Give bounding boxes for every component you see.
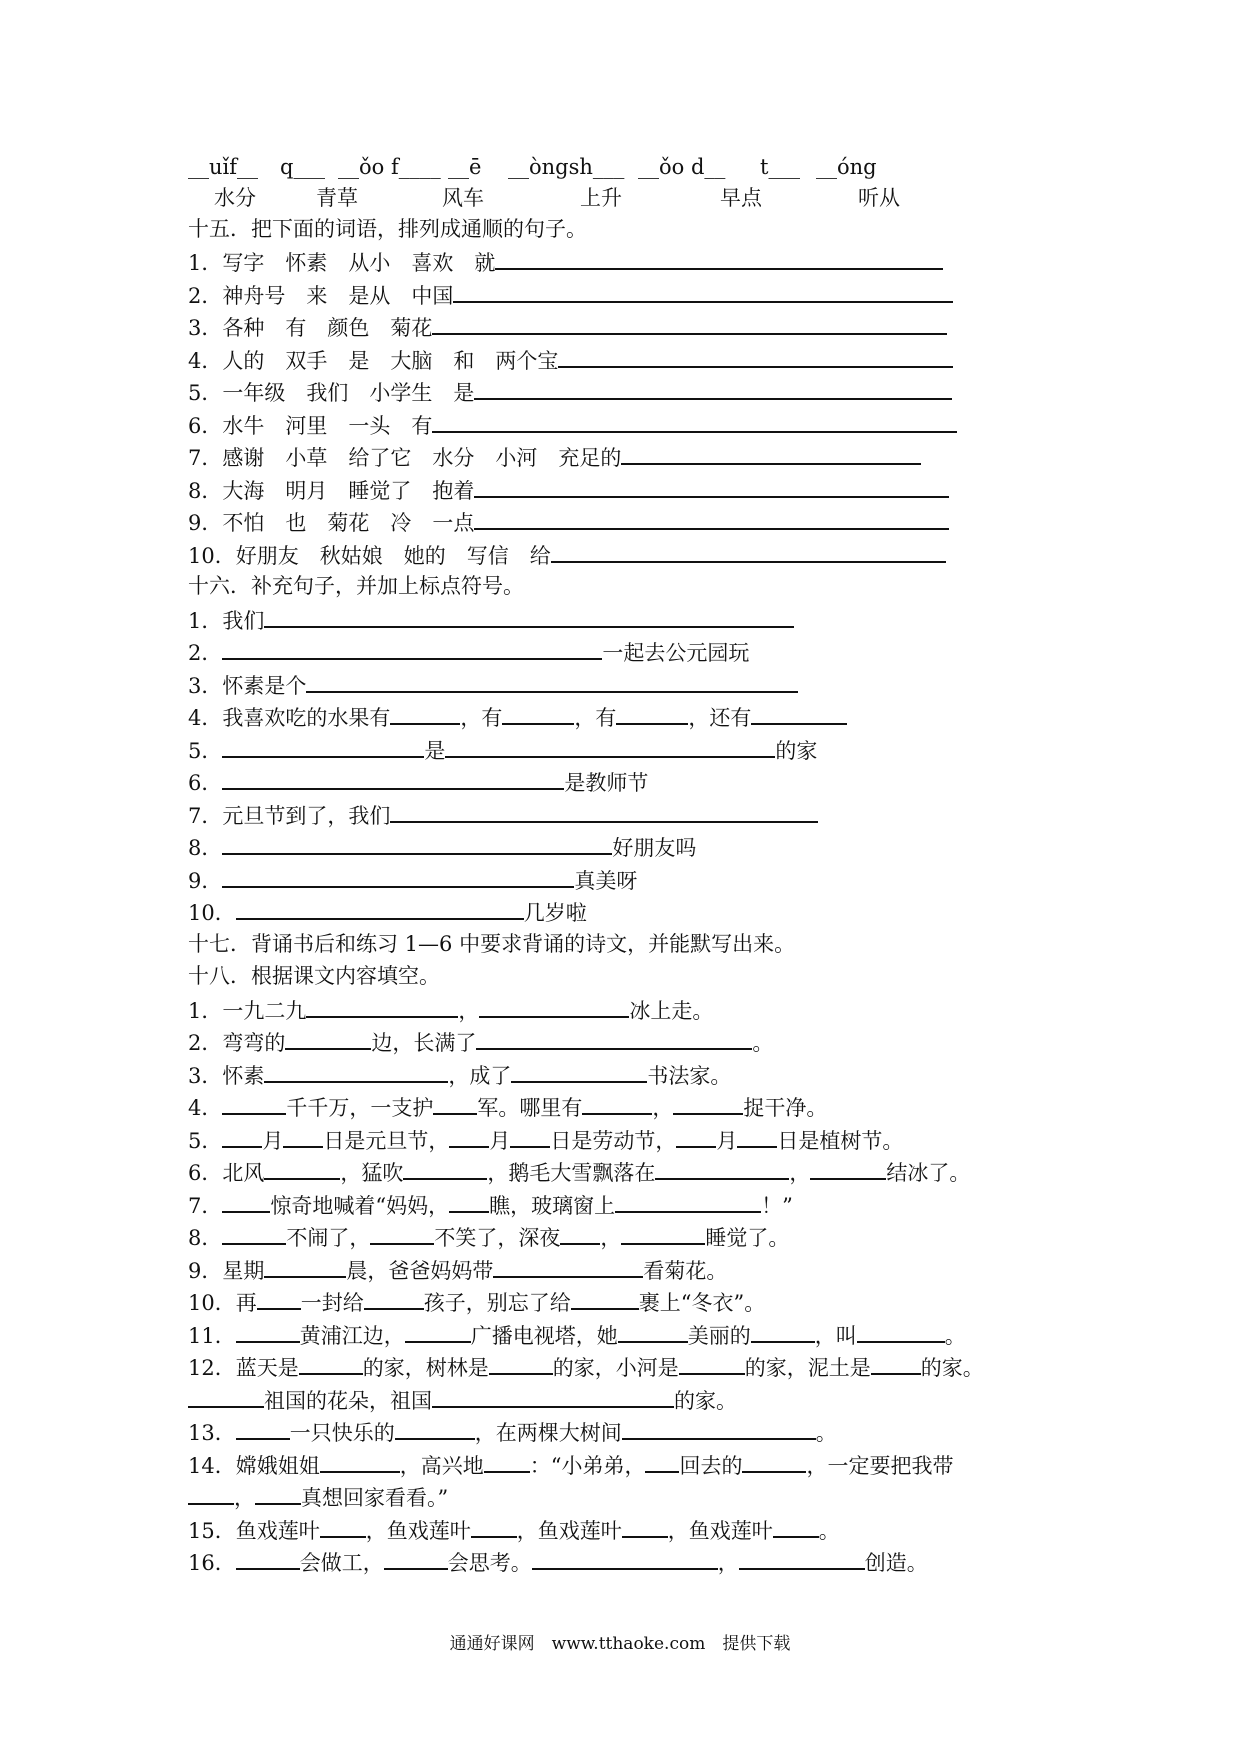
- s16-item: 7．元旦节到了，我们: [188, 799, 818, 829]
- s15-item: 3．各种 有 颜色 菊花: [188, 311, 947, 341]
- pinyin-item: __uǐf__: [188, 155, 259, 179]
- s18-item: 16． 会做工， 会思考。 ， 创造。: [188, 1546, 928, 1576]
- s18-item: 1．一九二九 ， 冰上走。: [188, 994, 713, 1024]
- s18-item: 3．怀素 ，成了 书法家。: [188, 1059, 731, 1089]
- s15-item: 7．感谢 小草 给了它 水分 小河 充足的: [188, 441, 921, 471]
- s18-item: 祖国的花朵，祖国 的家。: [188, 1384, 737, 1414]
- s15-item: 8．大海 明月 睡觉了 抱着: [188, 474, 949, 504]
- s16-item: 9． 真美呀: [188, 864, 637, 894]
- pinyin-item: __ē: [448, 155, 482, 179]
- s16-item: 6． 是教师节: [188, 766, 648, 796]
- pinyin-row: [188, 152, 877, 182]
- word-item: 上升: [580, 186, 622, 210]
- s18-item: ， 真想回家看看。”: [188, 1481, 448, 1511]
- s15-item: 6．水牛 河里 一头 有: [188, 409, 957, 439]
- s15-item: 10．好朋友 秋姑娘 她的 写信 给: [188, 539, 946, 569]
- pinyin-item: __óng: [816, 155, 877, 179]
- s18-item: 14．嫦娥姐姐 ，高兴地 ：“小弟弟， 回去的 ，一定要把我带: [188, 1449, 953, 1479]
- pinyin-item: q___: [280, 155, 325, 179]
- section-16-heading: 十六．补充句子，并加上标点符号。: [188, 574, 524, 598]
- s15-item: 5．一年级 我们 小学生 是: [188, 376, 952, 406]
- s18-item: 2．弯弯的 边，长满了 。: [188, 1026, 773, 1056]
- s18-item: 10．再 一封给 孩子，别忘了给 裹上“冬衣”。: [188, 1286, 765, 1316]
- word-item: 听从: [858, 186, 900, 210]
- section-18-heading: 十八．根据课文内容填空。: [188, 964, 440, 988]
- pinyin-item: t___: [760, 155, 800, 179]
- s16-item: 4．我喜欢吃的水果有 ，有 ，有 ，还有: [188, 701, 847, 731]
- words-row: [214, 183, 900, 213]
- s15-item: 9．不怕 也 菊花 冷 一点: [188, 506, 949, 536]
- s15-item: 1．写字 怀素 从小 喜欢 就: [188, 246, 943, 276]
- word-item: 早点: [720, 186, 762, 210]
- section-15-heading: 十五．把下面的词语，排列成通顺的句子。: [188, 217, 587, 241]
- s18-item: 15．鱼戏莲叶 ，鱼戏莲叶 ，鱼戏莲叶 ，鱼戏莲叶 。: [188, 1514, 840, 1544]
- s18-item: 5． 月 日是元旦节， 月 日是劳动节， 月 日是植树节。: [188, 1124, 903, 1154]
- s18-item: 9．星期 晨，爸爸妈妈带 看菊花。: [188, 1254, 727, 1284]
- s18-item: 12．蓝天是 的家，树林是 的家，小河是 的家，泥土是 的家。: [188, 1351, 984, 1381]
- section-17-heading: 十七．背诵书后和练习 1—6 中要求背诵的诗文，并能默写出来。: [188, 932, 796, 956]
- pinyin-item: __òngsh___: [508, 155, 625, 179]
- s16-item: 3．怀素是个: [188, 669, 798, 699]
- word-item: 风车: [442, 186, 484, 210]
- s16-item: 1．我们: [188, 604, 794, 634]
- s16-item: 10． 几岁啦: [188, 896, 587, 926]
- s18-item: 4． 千千万，一支护 军。哪里有 ， 捉干净。: [188, 1091, 827, 1121]
- s18-item: 7． 惊奇地喊着“妈妈， 瞧，玻璃窗上 ！”: [188, 1189, 793, 1219]
- s15-item: 4．人的 双手 是 大脑 和 两个宝: [188, 344, 953, 374]
- s18-item: 6．北风 ，猛吹 ，鹅毛大雪飘落在 ， 结冰了。: [188, 1156, 970, 1186]
- pinyin-item: __ǒo f____: [338, 155, 441, 179]
- word-item: 水分: [214, 186, 256, 210]
- s16-item: 8． 好朋友吗: [188, 831, 696, 861]
- s18-item: 11． 黄浦江边， 广播电视塔，她 美丽的 ，叫 。: [188, 1319, 966, 1349]
- s18-item: 8． 不闹了， 不笑了，深夜 ， 睡觉了。: [188, 1221, 789, 1251]
- s16-item: 2． 一起去公元园玩: [188, 636, 749, 666]
- word-item: 青草: [316, 186, 358, 210]
- page-footer: 通通好课网 www.tthaoke.com 提供下载: [449, 1634, 791, 1654]
- pinyin-item: __ǒo d__: [638, 155, 726, 179]
- s16-item: 5． 是 的家: [188, 734, 817, 764]
- s18-item: 13． 一只快乐的 ，在两棵大树间 。: [188, 1416, 837, 1446]
- s15-item: 2．神舟号 来 是从 中国: [188, 279, 953, 309]
